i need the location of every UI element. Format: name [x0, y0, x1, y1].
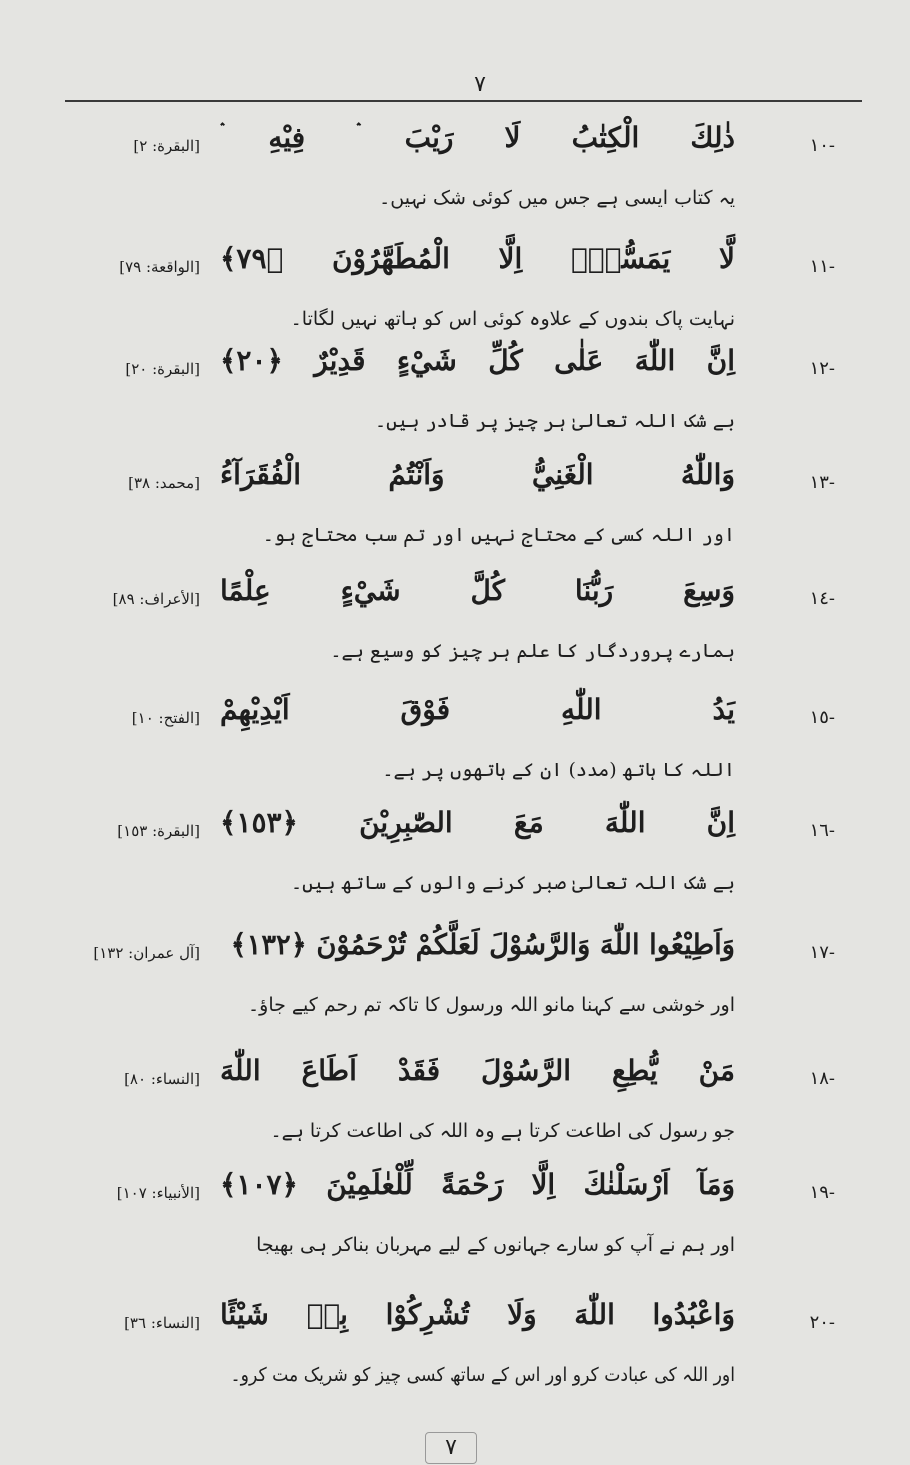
urdu-translation: ہمارے پروردگار کا علم ہر چیز کو وسیع ہے۔: [330, 640, 735, 662]
verse-number: -١٤: [809, 588, 835, 609]
verse-entry: [0, 928, 910, 1060]
verse-number: -١٦: [809, 820, 835, 841]
verse-number: -١٨: [809, 1068, 835, 1089]
verse-reference: [البقرة: ١٥٣]: [117, 822, 200, 840]
verse-entry: [0, 1298, 910, 1430]
verse-entry: [0, 574, 910, 706]
arabic-verse: لَّا يَمَسُّهٗۤ اِلَّا الْمُطَهَّرُوْنَ ﴿٧٩﴾: [220, 242, 735, 275]
arabic-verse: وَمَآ اَرْسَلْنٰكَ اِلَّا رَحْمَةً لِّلْعٰلَمِيْنَ ﴿١٠٧﴾: [220, 1168, 735, 1201]
verse-entry: [0, 806, 910, 938]
verse-entry: [0, 458, 910, 590]
urdu-translation: بے شک اللہ تعالیٰ صبر کرنے والوں کے ساتھ ہیں۔: [290, 872, 735, 894]
verse-reference: [محمد: ٣٨]: [128, 474, 200, 492]
verse-number: -١٧: [809, 942, 835, 963]
page-number-bottom: ٧: [425, 1432, 477, 1464]
verse-reference: [الواقعة: ٧٩]: [119, 258, 200, 276]
verse-number: -١٠: [809, 135, 835, 156]
arabic-verse: وَاَطِيْعُوا اللّٰهَ وَالرَّسُوْلَ لَعَلَّكُمْ تُرْحَمُوْنَ ﴿١٣٢﴾: [230, 928, 735, 961]
verse-number: -١٢: [809, 358, 835, 379]
urdu-translation: اور ہم نے آپ کو سارے جہانوں کے لیے مہربان بناکر ہی بھیجا: [256, 1234, 735, 1256]
verse-number: -١٩: [809, 1182, 835, 1203]
urdu-translation: اور اللہ کی عبادت کرو اور اس کے ساتھ کسی چیز کو شریک مت کرو۔: [230, 1364, 735, 1386]
urdu-translation: یہ کتاب ایسی ہے جس میں کوئی شک نہیں۔: [379, 187, 735, 209]
header-rule: [65, 100, 862, 102]
urdu-translation: اور خوشی سے کہنا مانو اللہ ورسول کا تاکہ تم رحم کیے جاؤ۔: [248, 994, 735, 1016]
verse-reference: [الفتح: ١٠]: [131, 709, 200, 727]
arabic-verse: وَاعْبُدُوا اللّٰهَ وَلَا تُشْرِكُوْا بِهٖ شَيْئًا: [220, 1298, 735, 1331]
urdu-translation: جو رسول کی اطاعت کرتا ہے وہ اللہ کی اطاعت کرتا ہے۔: [270, 1120, 735, 1142]
arabic-verse: وَاللّٰهُ الْغَنِيُّ وَاَنْتُمُ الْفُقَرَآءُ: [220, 458, 735, 491]
arabic-verse: مَنْ يُّطِعِ الرَّسُوْلَ فَقَدْ اَطَاعَ اللّٰهَ: [220, 1054, 735, 1087]
urdu-translation: اور اللہ کسی کے محتاج نہیں اور تم سب محتاج ہو۔: [262, 524, 735, 546]
verse-entry: [0, 121, 910, 253]
arabic-verse: يَدُ اللّٰهِ فَوْقَ اَيْدِيْهِمْ: [220, 693, 735, 726]
verse-number: -١١: [809, 256, 835, 277]
urdu-translation: اللہ کا ہاتھ (مدد) ان کے ہاتھوں پر ہے۔: [382, 759, 735, 781]
arabic-verse: اِنَّ اللّٰهَ عَلٰى كُلِّ شَيْءٍ قَدِيْرٌ ﴿٢٠﴾: [220, 344, 735, 377]
verse-reference: [الأنبياء: ١٠٧]: [116, 1184, 200, 1202]
verse-entry: [0, 1168, 910, 1300]
verse-number: -٢٠: [809, 1312, 835, 1333]
urdu-translation: بے شک اللہ تعالیٰ ہر چیز پر قادر ہیں۔: [374, 410, 735, 432]
verse-reference: [النساء: ٣٦]: [124, 1314, 200, 1332]
verse-reference: [البقرة: ٢]: [133, 137, 200, 155]
arabic-verse: اِنَّ اللّٰهَ مَعَ الصّٰبِرِيْنَ ﴿١٥٣﴾: [220, 806, 735, 839]
urdu-translation: نہایت پاک بندوں کے علاوہ کوئی اس کو ہاتھ نہیں لگاتا۔: [290, 308, 735, 330]
verse-number: -١٥: [809, 707, 835, 728]
verse-reference: [النساء: ٨٠]: [124, 1070, 200, 1088]
verse-reference: [البقرة: ٢٠]: [125, 360, 200, 378]
verse-reference: [آل عمران: ١٣٢]: [93, 944, 200, 962]
verse-number: -١٣: [809, 472, 835, 493]
verse-reference: [الأعراف: ٨٩]: [112, 590, 200, 608]
page-number-top: ٧: [474, 72, 486, 97]
arabic-verse: ذٰلِكَ الْكِتٰبُ لَا رَيْبَ ۛ فِيْهِ ۛ: [220, 121, 735, 154]
arabic-verse: وَسِعَ رَبُّنَا كُلَّ شَيْءٍ عِلْمًا: [220, 574, 735, 607]
